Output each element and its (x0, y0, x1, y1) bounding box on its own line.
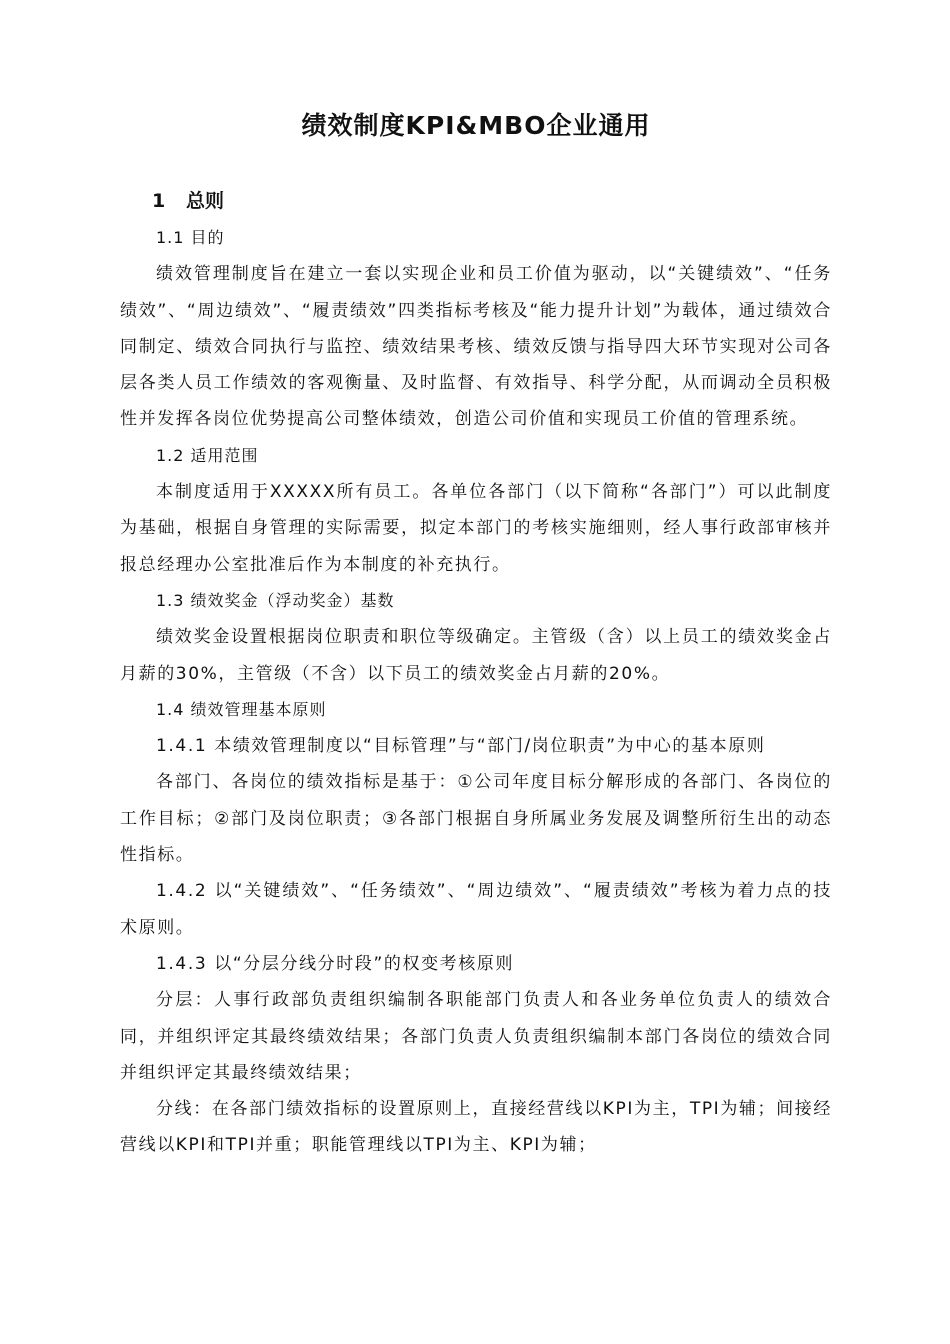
paragraph-1-4-1: 1.4.1 本绩效管理制度以“目标管理”与“部门/岗位职责”为中心的基本原则 (156, 736, 766, 757)
paragraph-layering: 分层：人事行政部负责组织编制各职能部门负责人和各业务单位负责人的绩效合同，并组织评定其最终绩效结果；各部门负责人负责组织编制本部门各岗位的绩效合同并组织评定其最终绩效结果； (120, 990, 832, 1083)
section-heading-general (120, 182, 832, 220)
subsection-1-4-heading: 1.4 绩效管理基本原则 (156, 699, 327, 719)
paragraph-purpose: 绩效管理制度旨在建立一套以实现企业和员工价值为驱动，以“关键绩效”、“任务绩效”、“周边绩效”、“履责绩效”四类指标考核及“能力提升计划”为载体，通过绩效合同制定、绩效合同执行与监控、绩效结果考核、绩效反馈与指导四大环节实现对公司各层各类人员工作绩效的客观衡量、及时监督、有效指导、科学分配，从而调动全员积极性并发挥各岗位优势提高公司整体绩效，创造公司价值和实现员工价值的管理系统。 (120, 264, 832, 430)
subsection-1-3-heading: 1.3 绩效奖金（浮动奖金）基数 (156, 590, 395, 610)
paragraph-1-4-3: 1.4.3 以“分层分线分时段”的权变考核原则 (156, 953, 515, 974)
paragraph-bonus-base: 绩效奖金设置根据岗位职责和职位等级确定。主管级（含）以上员工的绩效奖金占月薪的30%，主管级（不含）以下员工的绩效奖金占月薪的20%。 (120, 627, 832, 684)
paragraph-indicators-basis: 各部门、各岗位的绩效指标是基于：①公司年度目标分解形成的各部门、各岗位的工作目标；②部门及岗位职责；③各部门根据自身所属业务发展及调整所衍生出的动态性指标。 (120, 772, 832, 866)
document-page (120, 104, 832, 1164)
paragraph-1-4-2: 1.4.2 以“关键绩效”、“任务绩效”、“周边绩效”、“履责绩效”考核为着力点的技术原则。 (120, 881, 832, 938)
subsection-1-1-heading: 1.1 目的 (156, 228, 225, 247)
section-title: 总则 (186, 190, 225, 212)
section-number: 1 (152, 190, 166, 212)
subsection-1-2-heading: 1.2 适用范围 (156, 445, 259, 465)
paragraph-scope: 本制度适用于XXXXX所有员工。各单位各部门（以下简称“各部门”）可以此制度为基础，根据自身管理的实际需要，拟定本部门的考核实施细则，经人事行政部审核并报总经理办公室批准后作为本制度的补充执行。 (120, 482, 832, 575)
document-title: 绩效制度KPI&MBO企业通用 (301, 111, 651, 140)
paragraph-lines: 分线：在各部门绩效指标的设置原则上，直接经营线以KPI为主，TPI为辅；间接经营线以KPI和TPI并重；职能管理线以TPI为主、KPI为辅； (120, 1099, 832, 1156)
